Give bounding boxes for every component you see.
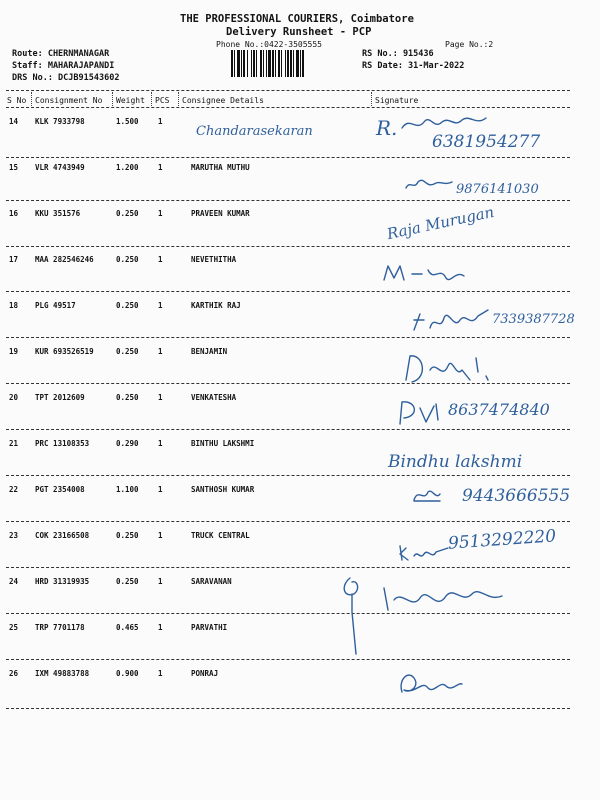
row-sno: 26 bbox=[9, 669, 19, 678]
column-header-signature: Signature bbox=[375, 96, 419, 105]
signature-name: Bindhu lakshmi bbox=[388, 452, 523, 472]
barcode-bar bbox=[285, 50, 286, 77]
row-consignee: PARVATHI bbox=[191, 623, 228, 632]
row-pcs: 1 bbox=[158, 439, 163, 448]
column-divider bbox=[112, 92, 113, 106]
rs-date: RS Date: 31-Mar-2022 bbox=[362, 61, 465, 71]
column-header-weight: Weight bbox=[116, 96, 145, 105]
signature-scribble bbox=[412, 486, 442, 504]
row-pcs: 1 bbox=[158, 255, 163, 264]
barcode-bar bbox=[241, 50, 242, 77]
row-weight: 1.100 bbox=[116, 485, 139, 494]
barcode-bar bbox=[302, 50, 304, 77]
barcode-bar bbox=[237, 50, 240, 77]
barcode-bar bbox=[296, 50, 299, 77]
barcode-bar bbox=[290, 50, 292, 77]
column-divider bbox=[31, 92, 32, 106]
row-pcs: 1 bbox=[158, 117, 163, 126]
signature-phone: 9513292220 bbox=[447, 526, 557, 554]
staff: Staff: MAHARAJAPANDI bbox=[12, 61, 115, 71]
column-header-pcs: PCS bbox=[155, 96, 170, 105]
signature-phone: 6381954277 bbox=[432, 132, 541, 152]
row-sno: 15 bbox=[9, 163, 19, 172]
row-weight: 0.250 bbox=[116, 255, 139, 264]
signature-phone: 7339387728 bbox=[492, 312, 575, 327]
phone-number: Phone No.:0422-3505555 bbox=[216, 40, 322, 49]
row-sno: 20 bbox=[9, 393, 19, 402]
row-divider bbox=[6, 521, 570, 522]
row-sno: 21 bbox=[9, 439, 19, 448]
signature-phone: 9876141030 bbox=[456, 182, 539, 197]
row-weight: 0.250 bbox=[116, 209, 139, 218]
row-weight: 1.200 bbox=[116, 163, 139, 172]
row-consignment: KLK 7933798 bbox=[35, 117, 85, 126]
rs-number: RS No.: 915436 bbox=[362, 49, 434, 59]
barcode bbox=[231, 50, 355, 77]
barcode-bar bbox=[253, 50, 255, 77]
row-consignee: VENKATESHA bbox=[191, 393, 237, 402]
row-consignee: MARUTHA MUTHU bbox=[191, 163, 250, 172]
row-consignee: KARTHIK RAJ bbox=[191, 301, 241, 310]
row-consignee: PONRAJ bbox=[191, 669, 219, 678]
barcode-bar bbox=[263, 50, 264, 77]
row-pcs: 1 bbox=[158, 485, 163, 494]
row-pcs: 1 bbox=[158, 669, 163, 678]
row-weight: 0.290 bbox=[116, 439, 139, 448]
signature-scribble bbox=[336, 572, 516, 660]
column-divider bbox=[371, 92, 372, 106]
row-divider bbox=[6, 246, 570, 247]
signature-name: Raja Murugan bbox=[385, 202, 496, 244]
barcode-bar bbox=[272, 50, 274, 77]
barcode-bar bbox=[287, 50, 289, 77]
barcode-bar bbox=[231, 50, 233, 77]
barcode-bar bbox=[275, 50, 276, 77]
row-consignee: PRAVEEN KUMAR bbox=[191, 209, 250, 218]
signature-letter: R. bbox=[376, 116, 398, 140]
signature-scribble bbox=[412, 306, 492, 336]
row-pcs: 1 bbox=[158, 347, 163, 356]
row-divider bbox=[6, 157, 570, 158]
column-divider bbox=[151, 92, 152, 106]
signature-scribble bbox=[396, 668, 466, 696]
page-number: Page No.:2 bbox=[445, 40, 494, 49]
row-divider bbox=[6, 567, 570, 568]
row-consignee: NEVETHITHA bbox=[191, 255, 237, 264]
barcode-bar bbox=[234, 50, 235, 77]
route: Route: CHERNMANAGAR bbox=[12, 49, 110, 59]
signature-scribble bbox=[396, 540, 452, 564]
row-sno: 24 bbox=[9, 577, 19, 586]
column-divider bbox=[178, 92, 179, 106]
row-sno: 14 bbox=[9, 117, 19, 126]
signature-scribble bbox=[402, 350, 512, 388]
row-pcs: 1 bbox=[158, 209, 163, 218]
header-divider-top bbox=[6, 90, 570, 91]
row-consignment: IXM 49883788 bbox=[35, 669, 90, 678]
row-consignment: PGT 2354008 bbox=[35, 485, 85, 494]
signature-scribble bbox=[396, 398, 444, 428]
barcode-bar bbox=[293, 50, 294, 77]
barcode-bar bbox=[266, 50, 267, 77]
row-consignment: VLR 4743949 bbox=[35, 163, 85, 172]
row-sno: 17 bbox=[9, 255, 19, 264]
barcode-bar bbox=[260, 50, 262, 77]
row-consignee: BINTHU LAKSHMI bbox=[191, 439, 255, 448]
signature-scribble bbox=[380, 262, 470, 286]
signature-phone: 8637474840 bbox=[448, 400, 550, 419]
row-sno: 19 bbox=[9, 347, 19, 356]
header-divider-bottom bbox=[6, 107, 570, 108]
row-weight: 0.900 bbox=[116, 669, 139, 678]
row-pcs: 1 bbox=[158, 163, 163, 172]
barcode-bar bbox=[256, 50, 257, 77]
row-sno: 22 bbox=[9, 485, 19, 494]
barcode-bar bbox=[278, 50, 280, 77]
row-consignment: KKU 351576 bbox=[35, 209, 81, 218]
row-weight: 0.465 bbox=[116, 623, 139, 632]
company-name: THE PROFESSIONAL COURIERS, Coimbatore bbox=[180, 13, 414, 25]
row-divider bbox=[6, 291, 570, 292]
row-divider bbox=[6, 708, 570, 709]
row-pcs: 1 bbox=[158, 393, 163, 402]
row-weight: 0.250 bbox=[116, 347, 139, 356]
row-consignee: SARAVANAN bbox=[191, 577, 232, 586]
row-consignment: KUR 693526519 bbox=[35, 347, 94, 356]
handwritten-consignee: Chandarasekaran bbox=[196, 124, 313, 139]
signature-phone: 9443666555 bbox=[462, 486, 571, 506]
row-divider bbox=[6, 429, 570, 430]
row-sno: 25 bbox=[9, 623, 19, 632]
row-weight: 0.250 bbox=[116, 531, 139, 540]
column-header-consignee: Consignee Details bbox=[182, 96, 264, 105]
row-weight: 0.250 bbox=[116, 393, 139, 402]
barcode-bar bbox=[281, 50, 282, 77]
row-divider bbox=[6, 475, 570, 476]
row-consignment: PLG 49517 bbox=[35, 301, 76, 310]
barcode-bar bbox=[300, 50, 301, 77]
row-consignee: TRUCK CENTRAL bbox=[191, 531, 250, 540]
column-header-consignment: Consignment No bbox=[35, 96, 103, 105]
signature-scribble bbox=[404, 174, 454, 194]
barcode-bar bbox=[247, 50, 248, 77]
column-header-sno: S No bbox=[7, 96, 27, 105]
row-pcs: 1 bbox=[158, 531, 163, 540]
row-sno: 23 bbox=[9, 531, 19, 540]
barcode-bar bbox=[243, 50, 245, 77]
barcode-bar bbox=[251, 50, 252, 77]
row-sno: 18 bbox=[9, 301, 19, 310]
row-consignment: TRP 7701178 bbox=[35, 623, 85, 632]
row-pcs: 1 bbox=[158, 623, 163, 632]
row-pcs: 1 bbox=[158, 301, 163, 310]
row-sno: 16 bbox=[9, 209, 19, 218]
row-weight: 0.250 bbox=[116, 301, 139, 310]
barcode-bar bbox=[268, 50, 271, 77]
row-weight: 0.250 bbox=[116, 577, 139, 586]
row-consignee: BENJAMIN bbox=[191, 347, 228, 356]
row-weight: 1.500 bbox=[116, 117, 139, 126]
row-divider bbox=[6, 337, 570, 338]
row-consignment: TPT 2012609 bbox=[35, 393, 85, 402]
row-consignment: COK 23166508 bbox=[35, 531, 90, 540]
row-consignment: HRD 31319935 bbox=[35, 577, 90, 586]
row-consignee: SANTHOSH KUMAR bbox=[191, 485, 255, 494]
drs-number: DRS No.: DCJB91543602 bbox=[12, 73, 120, 83]
row-pcs: 1 bbox=[158, 577, 163, 586]
document-title: Delivery Runsheet - PCP bbox=[226, 26, 372, 38]
row-divider bbox=[6, 200, 570, 201]
row-consignment: MAA 282546246 bbox=[35, 255, 94, 264]
row-consignment: PRC 13108353 bbox=[35, 439, 90, 448]
